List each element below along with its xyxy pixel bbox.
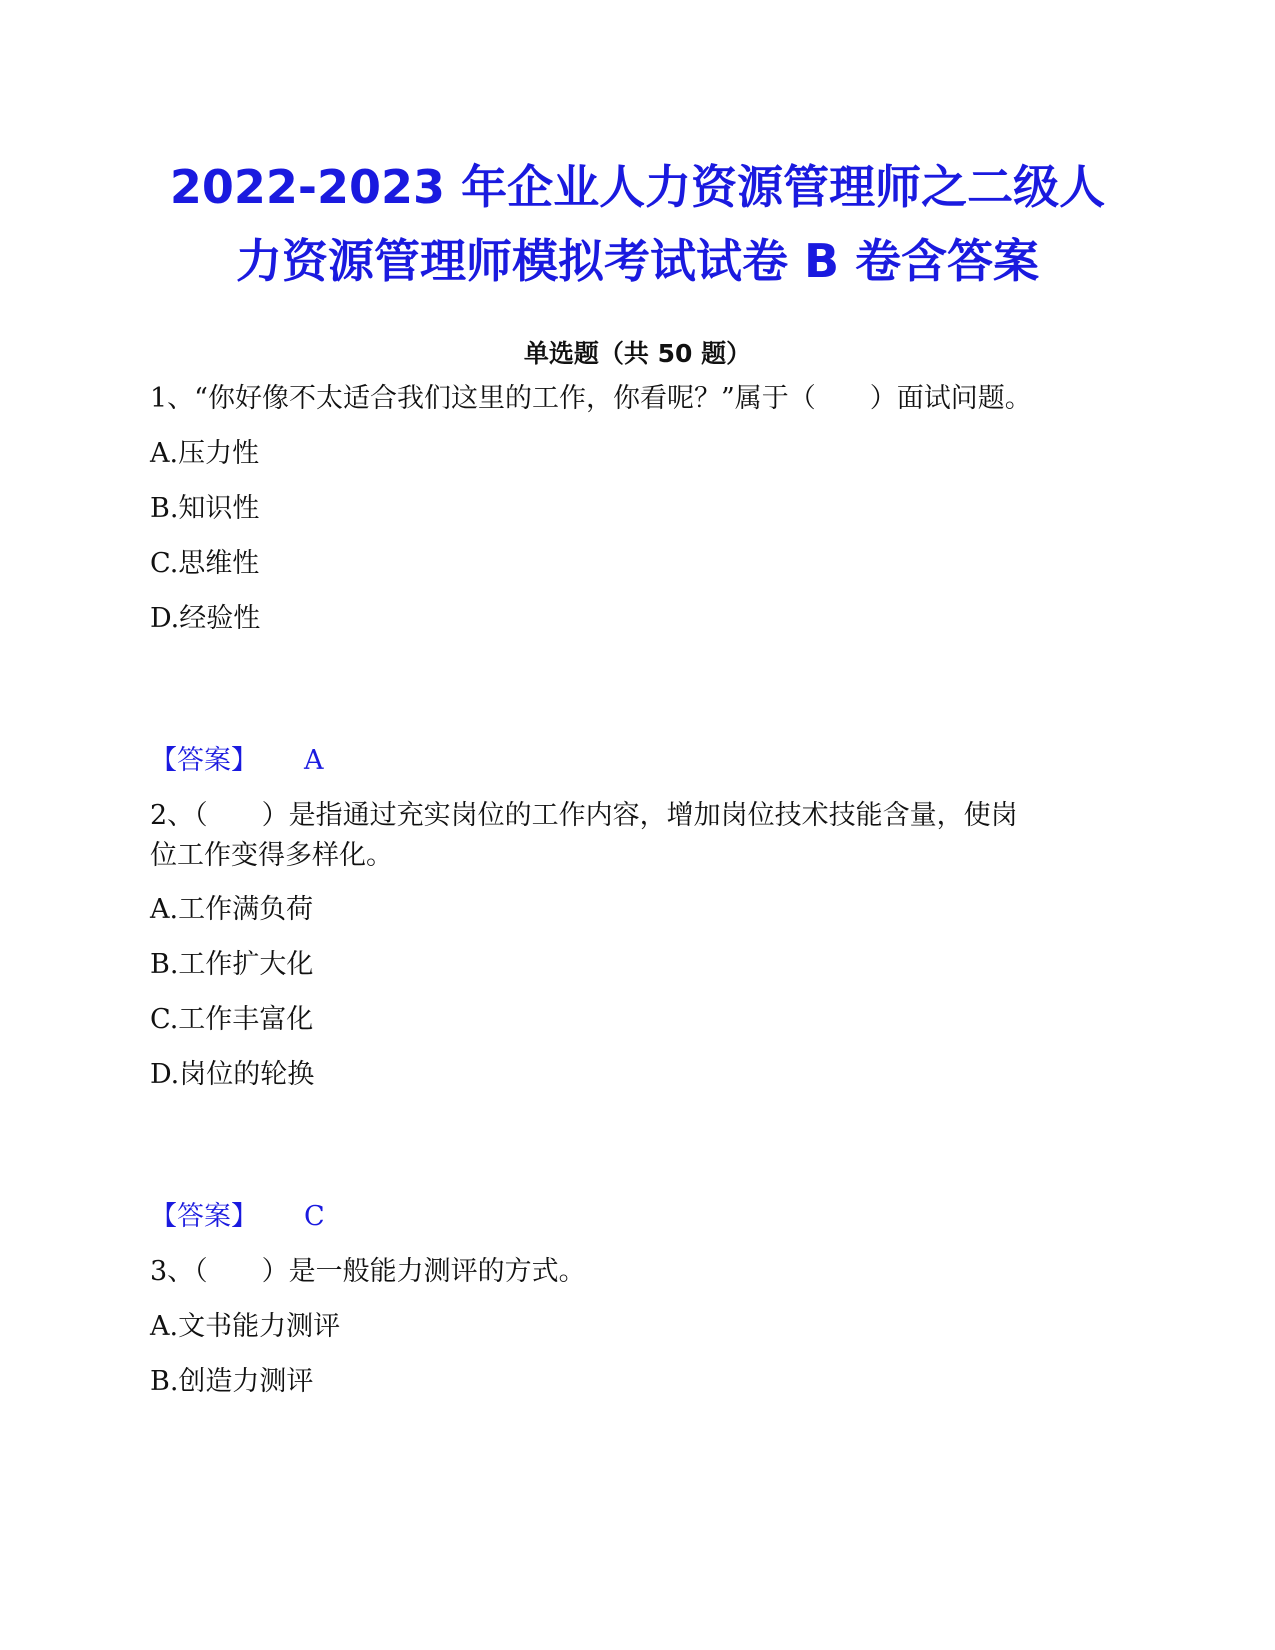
question-2-stem-line-1: 2、（ ）是指通过充实岗位的工作内容，增加岗位技术技能含量，使岗	[150, 800, 1018, 831]
question-2-stem-line-2: 位工作变得多样化。	[150, 840, 393, 871]
question-2-option-d: D.岗位的轮换	[150, 1059, 315, 1090]
page-title	[0, 150, 1275, 298]
answer-value: A	[304, 745, 324, 776]
question-1-option-a: A.压力性	[150, 438, 260, 469]
question-3-option-b: B.创造力测评	[150, 1366, 314, 1397]
question-1-option-c: C.思维性	[150, 548, 260, 579]
question-1-option-b: B.知识性	[150, 493, 260, 524]
question-2-option-c: C.工作丰富化	[150, 1004, 314, 1035]
question-3-stem: 3、（ ）是一般能力测评的方式。	[150, 1256, 586, 1287]
answer-label: 【答案】	[150, 1201, 258, 1232]
section-heading: 单选题（共 50 题）	[523, 339, 752, 368]
question-2-option-b: B.工作扩大化	[150, 949, 314, 980]
question-1-option-d: D.经验性	[150, 603, 261, 634]
title-line-1: 2022-2023 年企业人力资源管理师之二级人	[169, 160, 1106, 214]
question-2-answer	[150, 1194, 1110, 1240]
question-1-answer	[150, 738, 1110, 784]
answer-value: C	[304, 1201, 325, 1232]
question-2-option-a: A.工作满负荷	[150, 894, 314, 925]
answer-label: 【答案】	[150, 745, 258, 776]
title-line-2: 力资源管理师模拟考试试卷 B 卷含答案	[235, 234, 1040, 288]
question-3-option-a: A.文书能力测评	[150, 1311, 341, 1342]
question-1-stem: 1、“你好像不太适合我们这里的工作，你看呢？”属于（ ）面试问题。	[150, 383, 1032, 414]
